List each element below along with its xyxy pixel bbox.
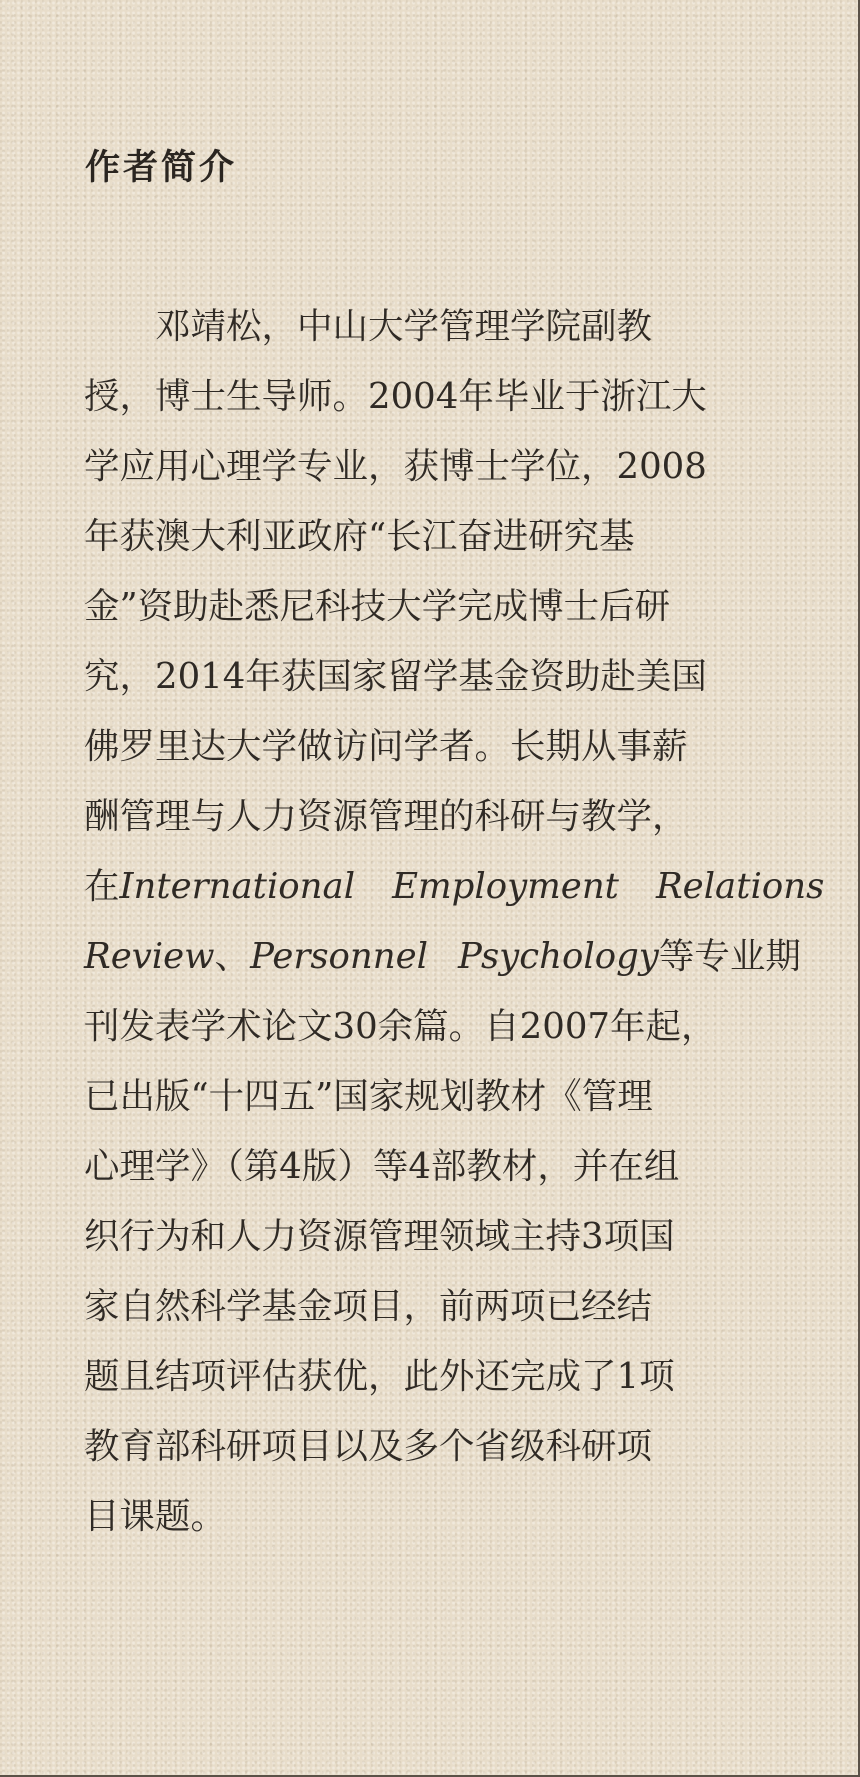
- bio-line: 已出版“十四五”国家规划教材《管理: [84, 1076, 653, 1117]
- bio-line: 目课题。: [84, 1496, 227, 1537]
- bio-line: 心理学》（第4版）等4部教材，并在组: [84, 1146, 680, 1187]
- bio-line: 家自然科学基金项目，前两项已经结: [84, 1286, 653, 1327]
- bio-text: 在: [84, 866, 120, 907]
- journal-title: Psychology: [458, 936, 659, 977]
- bio-line: 酬管理与人力资源管理的科研与教学，: [84, 796, 688, 837]
- bio-line: 题且结项评估获优，此外还完成了1项: [84, 1356, 675, 1397]
- bio-line: 年获澳大利亚政府“长江奋进研究基: [84, 516, 635, 557]
- bio-line: 学应用心理学专业，获博士学位，2008: [84, 446, 707, 487]
- bio-line: 佛罗里达大学做访问学者。长期从事薪: [84, 726, 688, 767]
- journal-title: Personnel: [250, 936, 429, 977]
- bio-line: 究，2014年获国家留学基金资助赴美国: [84, 656, 707, 697]
- bio-text: 等专业期: [658, 936, 801, 977]
- bio-line: 邓靖松，中山大学管理学院副教: [84, 306, 653, 347]
- journal-title: Review: [84, 936, 215, 977]
- bio-line: [84, 922, 801, 992]
- bio-line: 金”资助赴悉尼科技大学完成博士后研: [84, 586, 671, 627]
- bio-line: 刊发表学术论文30余篇。自2007年起，: [84, 1006, 717, 1047]
- author-biography: [84, 292, 825, 1552]
- journal-title: International: [119, 866, 356, 907]
- bio-line: 织行为和人力资源管理领域主持3项国: [84, 1216, 675, 1257]
- bio-line: 教育部科研项目以及多个省级科研项: [84, 1426, 653, 1467]
- bio-line: [84, 852, 825, 922]
- bio-text: 、: [214, 936, 251, 977]
- bio-line: 授，博士生导师。2004年毕业于浙江大: [84, 376, 707, 417]
- journal-title: Employment: [392, 866, 619, 907]
- journal-title: Relations: [655, 866, 825, 907]
- section-heading: 作者简介: [85, 148, 238, 188]
